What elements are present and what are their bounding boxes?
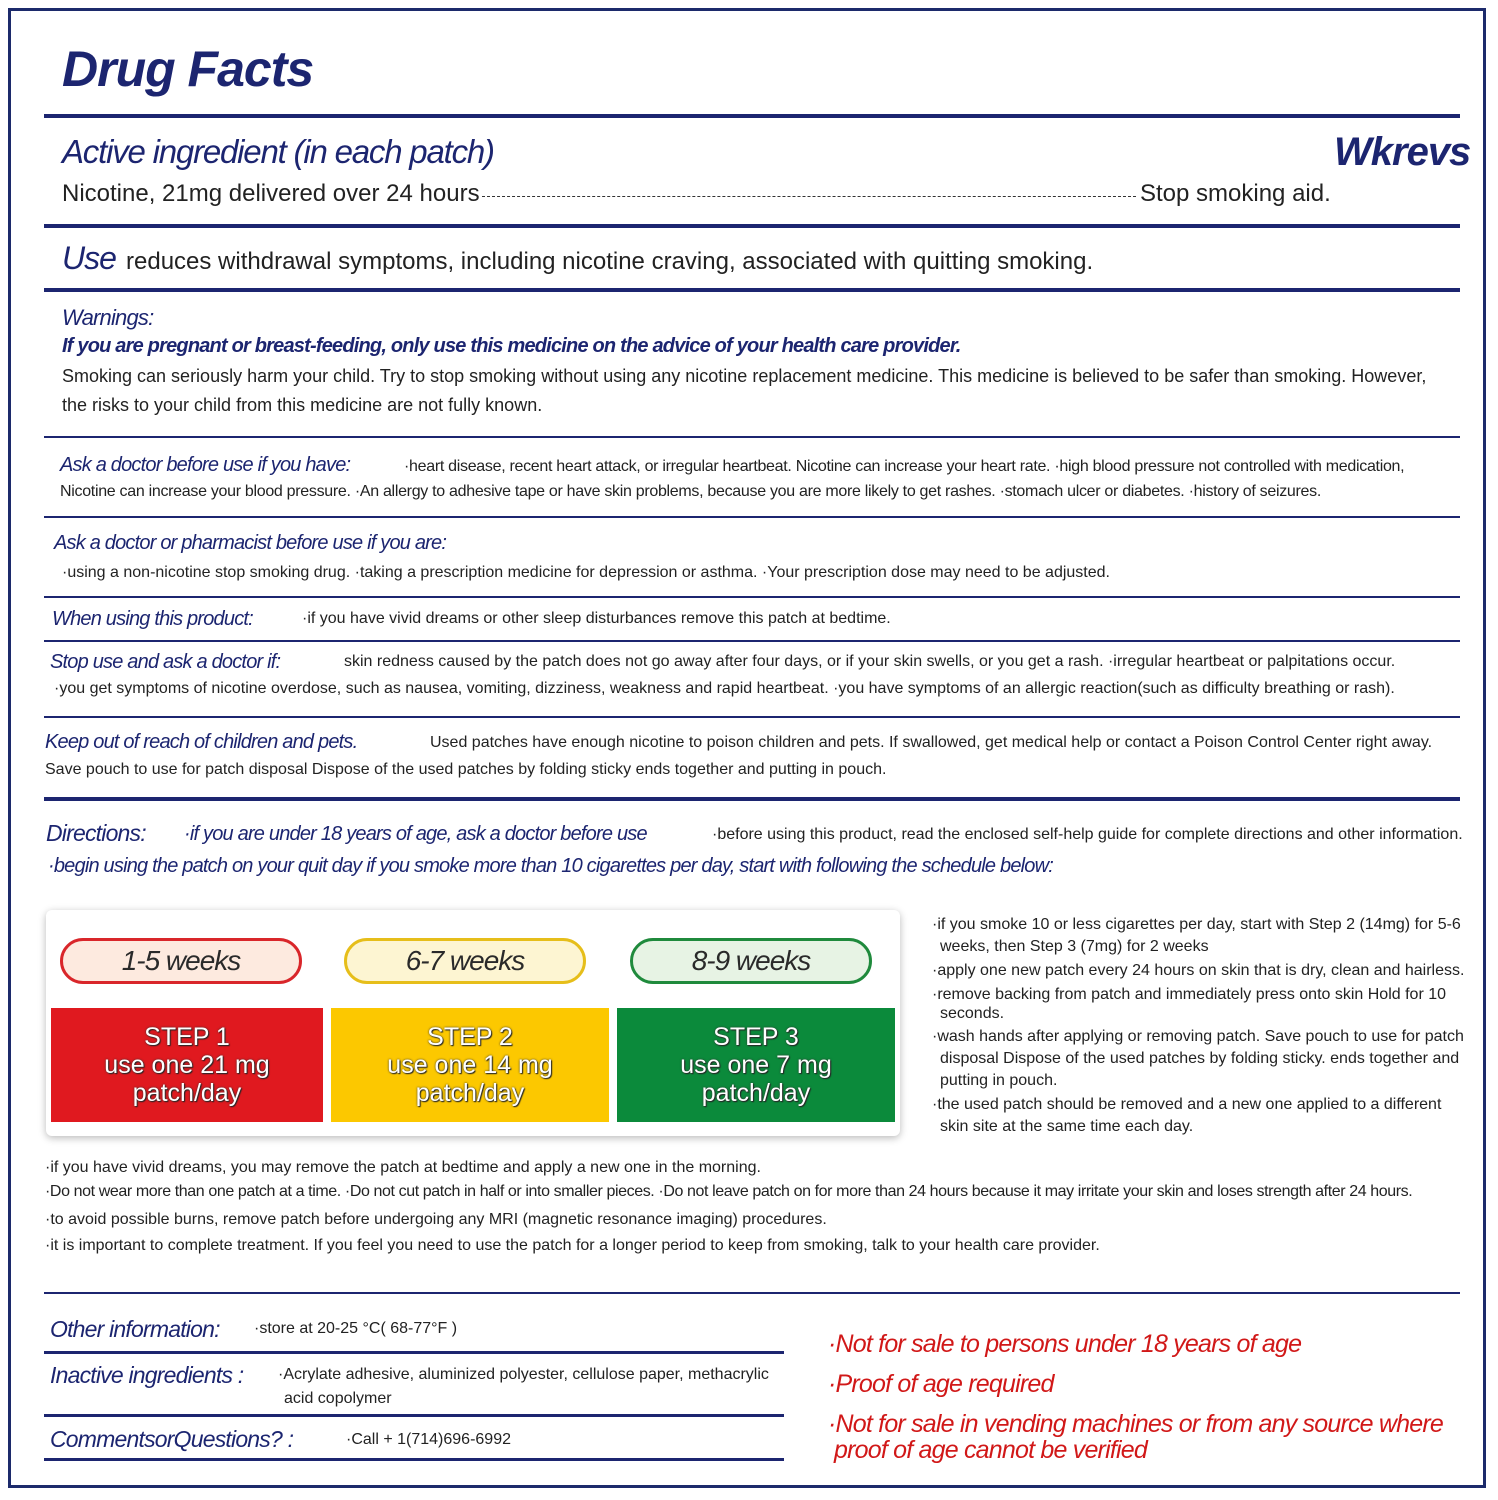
ask-doctor-line-1: ·heart disease, recent heart attack, or irregular heartbeat. Nicotine can increase your heart rate. ·high blood pressure not controlled with medication, <box>404 458 1405 475</box>
divider <box>44 1292 1460 1294</box>
divider <box>44 516 1460 518</box>
active-ingredient-text: Nicotine, 21mg delivered over 24 hours <box>62 180 480 207</box>
inactive-line-2: acid copolymer <box>284 1390 392 1407</box>
ask-doctor-line-2: Nicotine can increase your blood pressure. ·An allergy to adhesive tape or have skin problems, because you are more likely to get rashes. ·stomach ulcer or diabetes. ·history of seizures. <box>60 483 1321 500</box>
drug-facts-title: Drug Facts <box>62 41 314 97</box>
when-using-text: ·if you have vivid dreams or other sleep disturbances remove this patch at bedtime. <box>302 610 891 627</box>
warnings-line-1: Smoking can seriously harm your child. Try to stop smoking without using any nicotine replacement medicine. This medicine is believed to be safer than smoking. However, <box>62 366 1427 386</box>
step-1-box <box>51 1008 323 1122</box>
step-2-box <box>331 1008 609 1122</box>
active-ingredient-heading: Active ingredient (in each patch) <box>62 133 494 170</box>
brand-name: Wkrevs <box>1334 130 1471 174</box>
side-note: ·the used patch should be removed and a new one applied to a different skin site at the same time each day. <box>932 1096 1442 1135</box>
directions-begin: ·begin using the patch on your quit day if you smoke more than 10 cigarettes per day, start with following the schedule below: <box>48 855 1054 877</box>
keep-out-line-1: Used patches have enough nicotine to poison children and pets. If swallowed, get medical help or contact a Poison Control Center right away. <box>430 734 1433 751</box>
divider <box>44 716 1460 718</box>
side-note: ·apply one new patch every 24 hours on skin that is dry, clean and hairless. <box>932 962 1465 979</box>
weeks-pill-1: 1-5 weeks <box>60 938 302 984</box>
other-info-label: Other information: <box>50 1316 220 1342</box>
step-3-frequency: patch/day <box>701 1079 811 1107</box>
stop-use-line-1: skin redness caused by the patch does not go away after four days, or if your skin swells, or you get a rash. ·irregular heartbeat or palpitations occur. <box>344 653 1396 670</box>
weeks-pill-2: 6-7 weeks <box>344 938 586 984</box>
bottom-note-4: ·it is important to complete treatment. If you feel you need to use the patch for a longer period to keep from smoking, talk to your health care provider. <box>45 1237 1100 1254</box>
divider <box>44 114 1460 118</box>
age-notice-3: ·Not for sale in vending machines or from any source where <box>828 1410 1444 1438</box>
step-2-dose: use one 14 mg <box>387 1051 553 1079</box>
when-using-label: When using this product: <box>52 608 253 630</box>
questions-phone: ·Call + 1(714)696-6992 <box>346 1431 511 1448</box>
step-2-frequency: patch/day <box>415 1079 525 1107</box>
ask-pharmacist-line-1: ·using a non-nicotine stop smoking drug. ·taking a prescription medicine for depression or asthma. ·Your prescription dose may need to be adjusted. <box>62 564 1110 581</box>
divider <box>44 224 1460 228</box>
weeks-pill-3: 8-9 weeks <box>630 938 872 984</box>
stop-use-label: Stop use and ask a doctor if: <box>50 651 281 673</box>
step-1-title: STEP 1 <box>144 1023 230 1051</box>
divider <box>44 288 1460 292</box>
divider <box>44 1414 784 1417</box>
bottom-note-3: ·to avoid possible burns, remove patch before undergoing any MRI (magnetic resonance imaging) procedures. <box>45 1211 827 1228</box>
divider <box>44 797 1460 801</box>
side-notes <box>932 914 1472 1138</box>
warnings-label: Warnings: <box>62 305 154 330</box>
keep-out-label: Keep out of reach of children and pets. <box>45 731 358 753</box>
divider <box>44 640 1460 642</box>
step-3-box <box>617 1008 895 1122</box>
step-1-dose: use one 21 mg <box>104 1051 270 1079</box>
ask-pharmacist-label: Ask a doctor or pharmacist before use if you are: <box>54 532 447 554</box>
age-notice-1: ·Not for sale to persons under 18 years of age <box>828 1330 1302 1358</box>
purpose-text: Stop smoking aid. <box>1140 180 1331 207</box>
side-note: ·remove backing from patch and immediately press onto skin Hold for 10 seconds. <box>932 986 1447 1022</box>
side-note: ·if you smoke 10 or less cigarettes per day, start with Step 2 (14mg) for 5-6 weeks, then Step 3 (7mg) for 2 weeks <box>932 916 1461 955</box>
inactive-label: Inactive ingredients : <box>50 1362 244 1388</box>
bottom-note-2: ·Do not wear more than one patch at a time. ·Do not cut patch in half or into smaller pieces. ·Do not leave patch on for more than 24 hours because it may irritate your skin and loses strength after 24 hours. <box>45 1183 1413 1200</box>
inactive-line-1: ·Acrylate adhesive, aluminized polyester, cellulose paper, methacrylic <box>278 1366 769 1383</box>
directions-label: Directions: <box>46 820 146 846</box>
age-notice-3-cont: proof of age cannot be verified <box>834 1436 1147 1464</box>
age-notice-2: ·Proof of age required <box>828 1370 1054 1398</box>
use-label: Use <box>62 240 116 276</box>
ask-doctor-label: Ask a doctor before use if you have: <box>60 454 351 476</box>
questions-label: CommentsorQuestions? : <box>50 1426 294 1452</box>
stop-use-line-2: ·you get symptoms of nicotine overdose, such as nausea, vomiting, dizziness, weakness and rapid heartbeat. ·you have symptoms of an allergic reaction(such as difficulty breathing or rash). <box>54 680 1395 697</box>
warnings-line-2: the risks to your child from this medicine are not fully known. <box>62 395 543 415</box>
bottom-note-1: ·if you have vivid dreams, you may remove the patch at bedtime and apply a new one in the morning. <box>45 1159 761 1176</box>
keep-out-line-2: Save pouch to use for patch disposal Dispose of the used patches by folding sticky ends together and putting in pouch. <box>45 761 887 778</box>
directions-guide: ·before using this product, read the enclosed self-help guide for complete directions and other information. <box>712 826 1463 843</box>
use-text: reduces withdrawal symptoms, including nicotine craving, associated with quitting smoking. <box>126 248 1094 275</box>
step-1-frequency: patch/day <box>132 1079 242 1107</box>
other-info-text: ·store at 20-25 °C( 68-77°F ) <box>254 1320 458 1337</box>
dotted-leader <box>482 196 1136 197</box>
directions-age: ·if you are under 18 years of age, ask a doctor before use <box>184 823 647 845</box>
step-3-dose: use one 7 mg <box>680 1051 832 1079</box>
step-2-title: STEP 2 <box>427 1023 513 1051</box>
divider <box>44 1458 784 1461</box>
step-3-title: STEP 3 <box>713 1023 799 1051</box>
divider <box>44 436 1460 438</box>
divider <box>44 596 1460 598</box>
side-note: ·wash hands after applying or removing patch. Save pouch to use for patch disposal Dispose of the used patches by folding sticky. ends together and putting in pouch. <box>932 1028 1464 1089</box>
divider <box>44 1351 784 1354</box>
pregnancy-warning: If you are pregnant or breast-feeding, only use this medicine on the advice of your health care provider. <box>62 335 961 357</box>
